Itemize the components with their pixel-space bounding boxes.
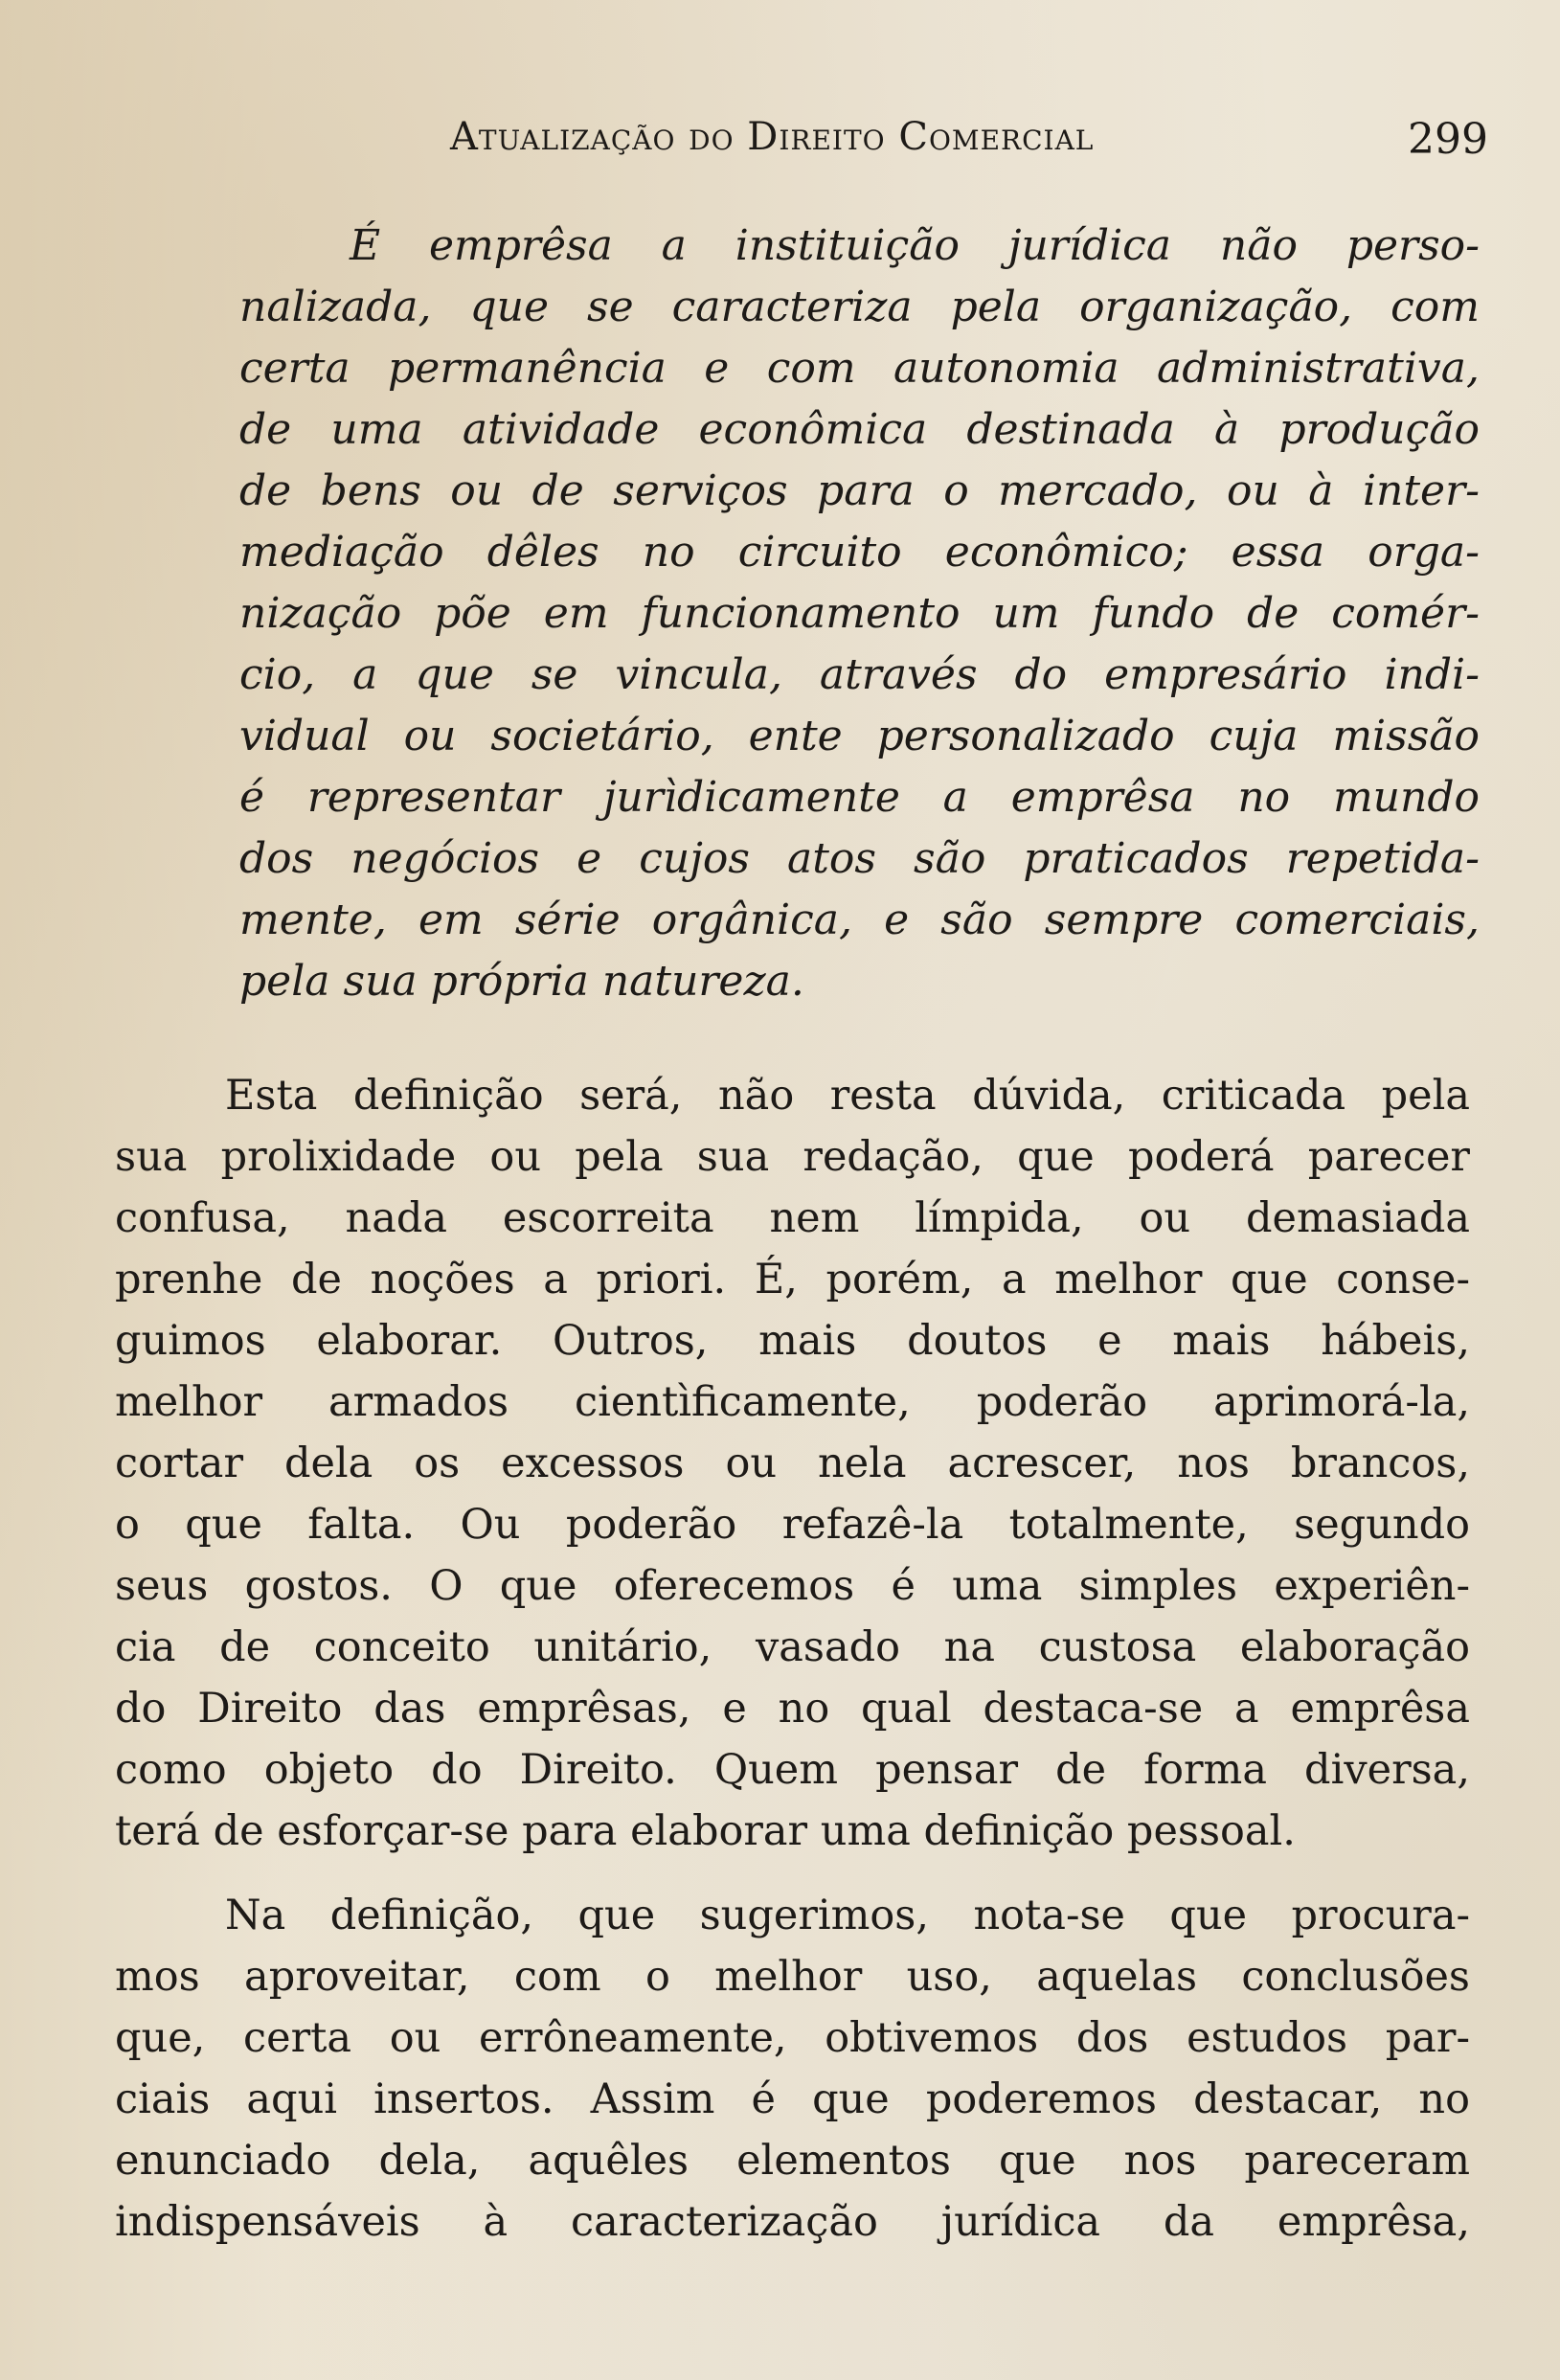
paragraph-line: do Direito das emprêsas, e no qual destaca-se a emprêsa <box>115 1685 1470 1733</box>
paragraph-line: Esta definição será, não resta dúvida, criticada pela <box>225 1072 1470 1120</box>
paragraph-line: o que falta. Ou poderão refazê-la totalmente, segundo <box>115 1501 1470 1549</box>
paragraph-line: Na definição, que sugerimos, nota-se que procura- <box>225 1892 1470 1939</box>
paragraph-line: cia de conceito unitário, vasado na custosa elaboração <box>115 1623 1470 1671</box>
paragraph-line: como objeto do Direito. Quem pensar de forma diversa, <box>115 1746 1470 1794</box>
definition-line: mente, em série orgânica, e são sempre comerciais, <box>239 895 1480 944</box>
paragraph-line: guimos elaborar. Outros, mais doutos e mais hábeis, <box>115 1317 1470 1365</box>
paragraph-line: mos aproveitar, com o melhor uso, aquelas conclusões <box>115 1953 1470 2001</box>
paragraph-line: prenhe de noções a priori. É, porém, a melhor que conse- <box>115 1256 1470 1303</box>
paragraph-line: terá de esforçar-se para elaborar uma definição pessoal. <box>115 1807 1296 1855</box>
paragraph-line: que, certa ou errôneamente, obtivemos dos estudos par- <box>115 2014 1470 2062</box>
definition-line: certa permanência e com autonomia administrativa, <box>239 344 1480 393</box>
definition-line: nalizada, que se caracteriza pela organização, com <box>239 283 1480 331</box>
definition-line: de uma atividade econômica destinada à produção <box>239 405 1480 454</box>
definition-line: vidual ou societário, ente personalizado cuja missão <box>239 712 1480 760</box>
definition-line: é representar jurìdicamente a emprêsa no mundo <box>239 773 1480 822</box>
paragraph-2 <box>115 1885 1470 2253</box>
paragraph-line: confusa, nada escorreita nem límpida, ou demasiada <box>115 1194 1470 1242</box>
definition-line: cio, a que se vincula, através do empresário indi- <box>239 650 1480 699</box>
paragraph-line: melhor armados cientìficamente, poderão aprimorá-la, <box>115 1378 1470 1426</box>
definition-block <box>239 215 1480 1012</box>
paragraph-line: indispensáveis à caracterização jurídica da emprêsa, <box>115 2198 1470 2246</box>
paragraph-line: enunciado dela, aquêles elementos que nos pareceram <box>115 2137 1470 2185</box>
running-head: Atualização do Direito Comercial <box>450 115 1095 159</box>
paragraph-1 <box>115 1065 1470 1862</box>
page-number: 299 <box>1408 115 1488 164</box>
definition-line: mediação dêles no circuito econômico; essa orga- <box>239 528 1480 577</box>
definition-line: É emprêsa a instituição jurídica não perso- <box>350 221 1480 270</box>
paragraph-line: seus gostos. O que oferecemos é uma simples experiên- <box>115 1562 1470 1610</box>
definition-line: dos negócios e cujos atos são praticados repetida- <box>239 834 1480 883</box>
paragraph-line: cortar dela os excessos ou nela acrescer, nos brancos, <box>115 1439 1470 1487</box>
paragraph-line: ciais aqui insertos. Assim é que poderemos destacar, no <box>115 2075 1470 2123</box>
paragraph-line: sua prolixidade ou pela sua redação, que poderá parecer <box>115 1133 1470 1181</box>
definition-line: pela sua própria natureza. <box>239 957 804 1006</box>
definition-line: de bens ou de serviços para o mercado, ou à inter- <box>239 466 1480 515</box>
definition-line: nização põe em funcionamento um fundo de comér- <box>239 589 1480 638</box>
